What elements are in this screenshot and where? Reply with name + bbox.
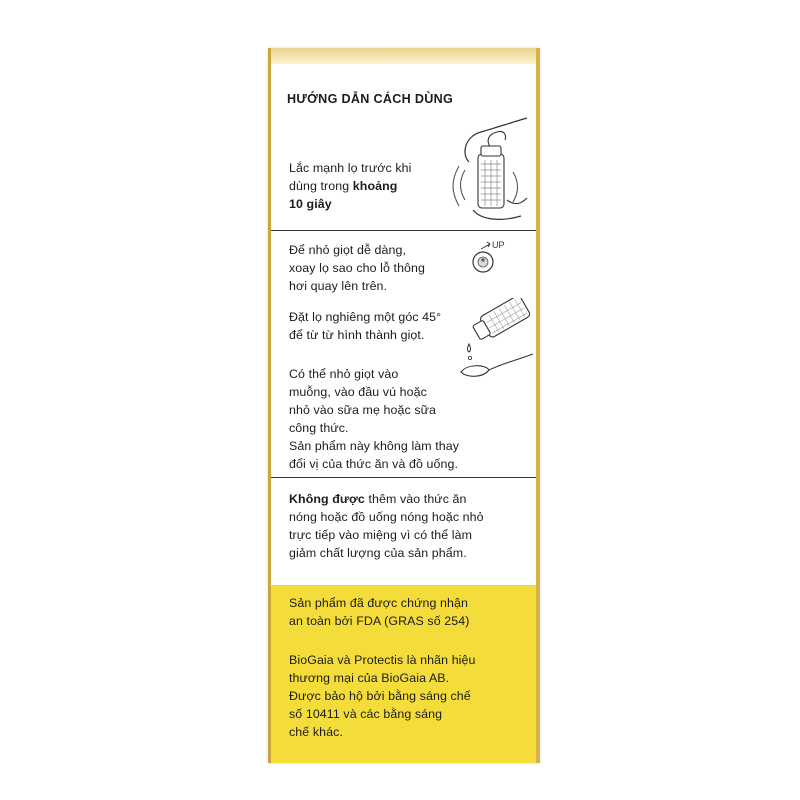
- fda-line-1: Sản phẩm đã được chứng nhận: [289, 596, 468, 610]
- step-drop-line-5: Sản phẩm này không làm thay: [289, 439, 460, 453]
- step-shake-line-2-text: dùng trong: [289, 179, 353, 193]
- warning-line-2: nóng hoặc đồ uống nóng hoặc nhỏ: [289, 510, 484, 524]
- product-box-side-panel: [268, 48, 540, 763]
- tilted-bottle-spoon-icon: [457, 298, 535, 386]
- step-drop-line-3: nhỏ vào sữa mẹ hoặc sữa: [289, 403, 437, 417]
- up-label: UP: [492, 240, 505, 250]
- step-shake-line-2: [289, 177, 397, 196]
- step-shake-duration-word: khoảng: [352, 179, 398, 193]
- divider-2: [271, 477, 536, 478]
- warning-line-3: trực tiếp vào miệng vì có thể làm: [289, 528, 473, 542]
- step-rotate-line-3: hơi quay lên trên.: [289, 279, 388, 293]
- step-shake-duration: 10 giây: [289, 197, 332, 211]
- step-drop-line-4: công thức.: [289, 421, 349, 435]
- box-top-edge: [271, 48, 536, 64]
- step-drop-line-2: muỗng, vào đầu vú hoặc: [289, 385, 427, 399]
- warning-line-4: giảm chất lượng của sản phẩm.: [289, 546, 467, 560]
- warning-line-1: [289, 490, 467, 509]
- trademark-line-1: BioGaia và Protectis là nhãn hiệu: [289, 653, 476, 667]
- step-shake-line-1: Lắc mạnh lọ trước khi: [289, 161, 412, 175]
- step-drop-line-6: đổi vị của thức ăn và đồ uống.: [289, 457, 459, 471]
- step-drop-line-1: Có thể nhỏ giọt vào: [289, 367, 399, 381]
- step-rotate-line-1: Để nhỏ giọt dễ dàng,: [289, 243, 407, 257]
- trademark-line-2: thương mại của BioGaia AB.: [289, 671, 450, 685]
- step-tilt-line-1: Đặt lọ nghiêng một góc 45°: [289, 310, 442, 324]
- step-tilt-line-2: để từ từ hình thành giọt.: [289, 328, 425, 342]
- warning-line-1-text: thêm vào thức ăn: [364, 492, 467, 506]
- trademark-line-5: chế khác.: [289, 725, 343, 739]
- trademark-line-3: Được bảo hộ bởi bằng sáng chế: [289, 689, 471, 703]
- trademark-line-4: số 10411 và các bằng sáng: [289, 707, 443, 721]
- instructions-title: HƯỚNG DẪN CÁCH DÙNG: [287, 92, 454, 106]
- dropper-up-icon: [468, 240, 518, 282]
- fda-line-2: an toàn bởi FDA (GRAS số 254): [289, 614, 470, 628]
- warning-emphasis: Không được: [289, 492, 365, 506]
- step-rotate-line-2: xoay lọ sao cho lỗ thông: [289, 261, 426, 275]
- shaking-hand-icon: [451, 110, 535, 232]
- divider-1: [271, 230, 536, 231]
